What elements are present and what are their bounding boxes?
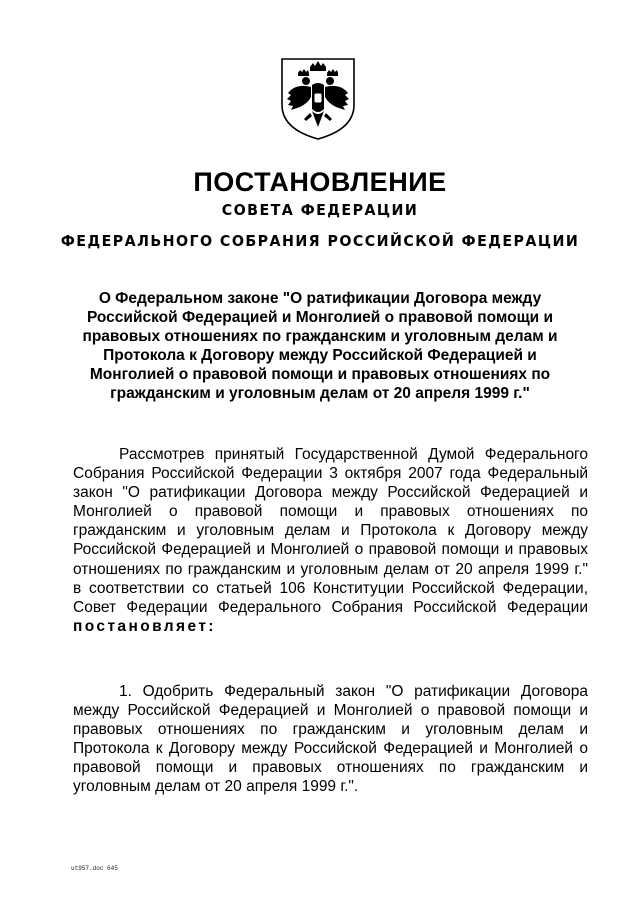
coat-of-arms-icon [276, 55, 360, 141]
file-reference: ut957.doc 645 [71, 865, 118, 872]
clause-1-text: 1. Одобрить Федеральный закон "О ратификации Договора между Российской Федерацией и Монголией о правовой помощи и правовых отношениях по гражданским и уголовным делам и Протокола к Договору между Российской Федерацией и Монголией о правовой помощи и правовых отношениях по гражданским и уголовным делам от 20 апреля 1999 г.". [73, 683, 588, 796]
issuer-line-2: ФЕДЕРАЛЬНОГО СОБРАНИЯ РОССИЙСКОЙ ФЕДЕРАЦИИ [60, 232, 580, 250]
resolves-word: постановляет: [73, 617, 216, 635]
preamble-text: Рассмотрев принятый Государственной Думой Федерального Собрания Российской Федерации 3 октября 2007 года Федеральный закон "О ратификации Договора между Российской Федерацией и Монголией о правовой помощи и правовых отношениях по гражданским и уголовным делам и Протокола к Договору между Российской Федерацией и Монголией о правовой помощи и правовых отношениях по гражданским и уголовным делам от 20 апреля 1999 г." в соответствии со статьей 106 Конституции Российской Федерации, Совет Федерации Федерального Собрания Российской Федерации [73, 446, 588, 616]
issuer-line-1: СОВЕТА ФЕДЕРАЦИИ [221, 201, 419, 219]
resolution-heading: О Федеральном законе "О ратификации Договора между Российской Федерацией и Монголией о правовой помощи и правовых отношениях по гражданским и уголовным делам и Протокола к Договору между Российской Федерацией и Монголией о правовой помощи и правовых отношениях по гражданским и уголовным делам от 20 апреля 1999 г." [82, 290, 558, 402]
document-title: ПОСТАНОВЛЕНИЕ [193, 167, 447, 197]
preamble-paragraph [73, 445, 588, 636]
clause-1-paragraph [73, 682, 588, 797]
